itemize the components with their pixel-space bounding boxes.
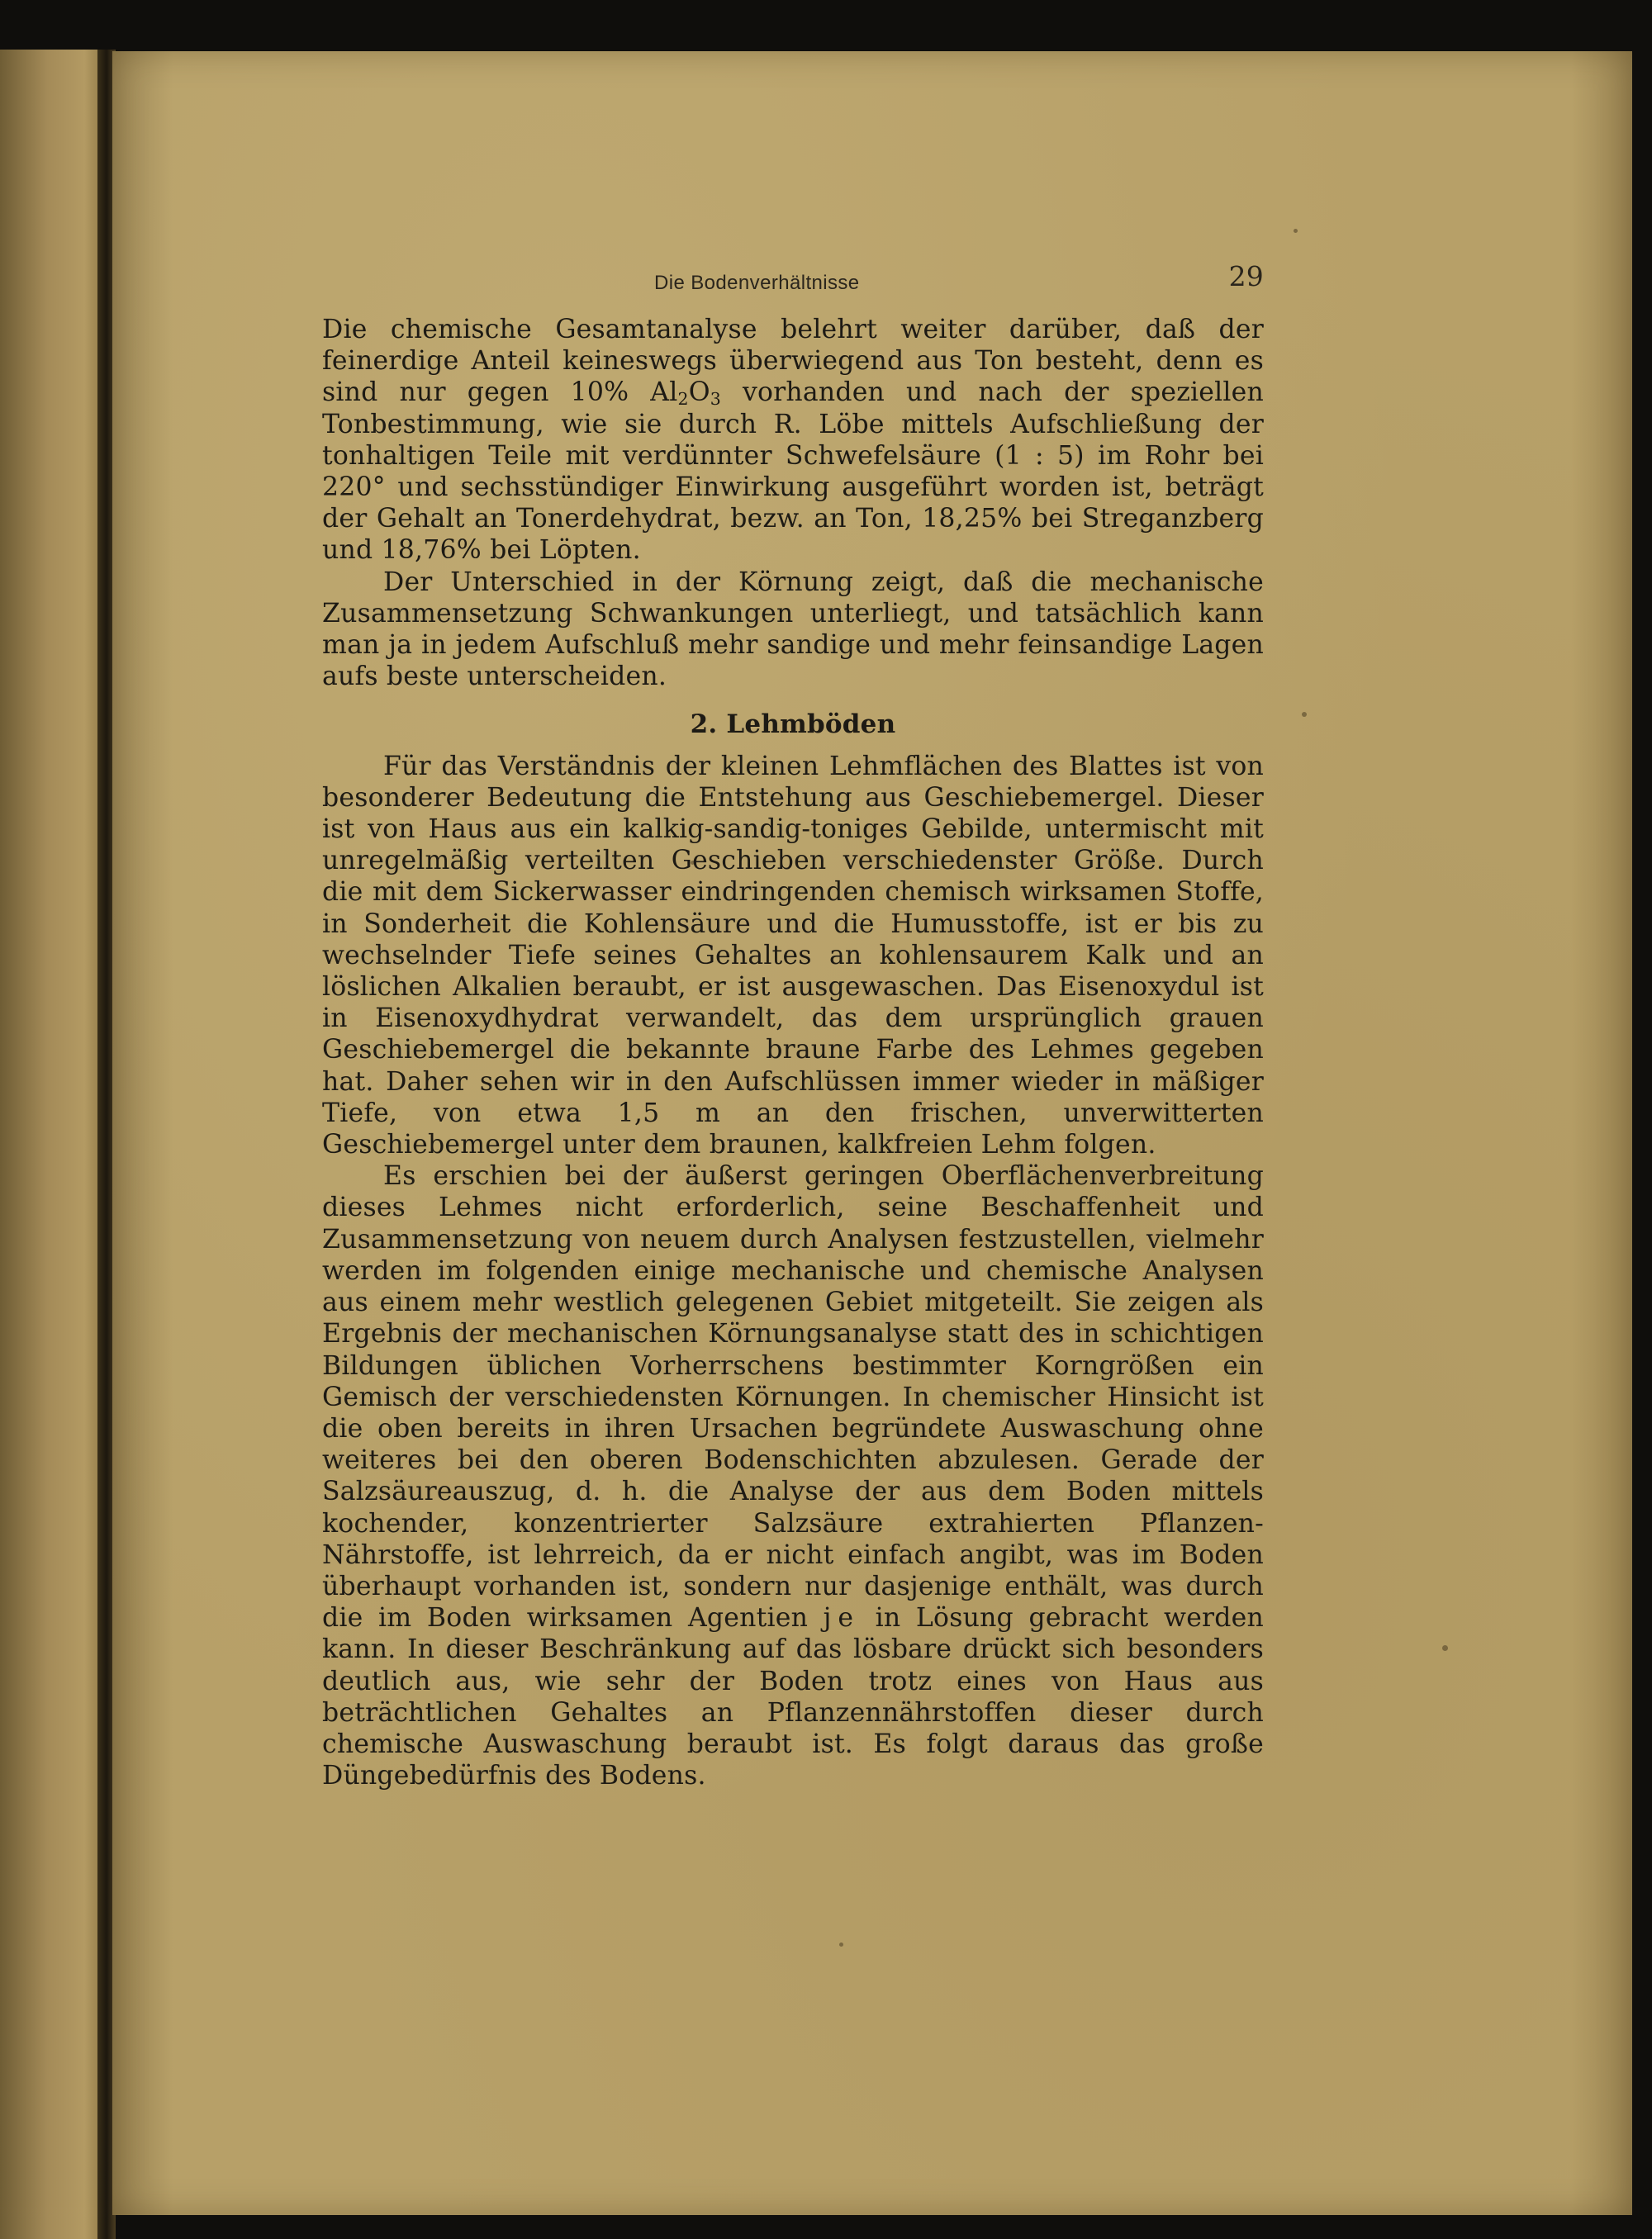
- paragraph-1-text-b: O: [688, 377, 710, 408]
- paragraph-4-text-a: Es erschien bei der äußerst geringen Oberflächenverbreitung dieses Lehmes nicht erforderlich, seine Beschaffenheit und Zusammensetzung von neuem durch Analysen festzustellen, vielmehr werden im folgenden einige mechanische und chemische Analysen aus einem mehr westlich gelegenen Gebiet mitgeteilt. Sie zeigen als Ergebnis der mechanischen Körnungsanalyse statt des in schichtigen Bildungen üblichen Vorherrschens bestimmter Korngrößen ein Gemisch der verschiedensten Körnungen. In chemischer Hinsicht ist die oben bereits in ihren Ursachen begründete Auswaschung ohne weiteres bei den oberen Bodenschichten abzulesen. Gerade der Salzsäureauszug, d. h. die Analyse der aus dem Boden mittels kochender, konzentrierter Salzsäure extrahierten Pflanzen-Nährstoffe, ist lehrreich, da er nicht einfach angibt, was im Boden überhaupt vorhanden ist, sondern nur dasjenige enthält, was durch die im Boden wirksamen Agentien: [322, 1161, 1264, 1634]
- paragraph-3: Für das Verständnis der kleinen Lehmflächen des Blattes ist von besonderer Bedeutung die Entstehung aus Geschiebemergel. Dieser ist von Haus aus ein kalkig-sandig-toniges Gebilde, untermischt mit unregelmäßig verteilten Geschieben verschiedenster Größe. Durch die mit dem Sickerwasser eindringenden chemisch wirksamen Stoffe, in Sonderheit die Kohlensäure und die Humusstoffe, ist er bis zu wechselnder Tiefe seines Gehaltes an kohlensaurem Kalk und an löslichen Alkalien beraubt, er ist ausgewaschen. Das Eisenoxydul ist in Eisenoxydhydrat verwandelt, das dem ursprünglich grauen Geschiebemergel die bekannte braune Farbe des Lehmes gegeben hat. Daher sehen wir in den Aufschlüssen immer wieder in mäßiger Tiefe, von etwa 1,5 m an den frischen, unverwitterten Geschiebemergel unter dem braunen, kalkfreien Lehm folgen.: [322, 751, 1264, 1160]
- page-number: 29: [1228, 260, 1264, 292]
- paper-speck: [1442, 1645, 1448, 1651]
- paragraph-1: [322, 314, 1264, 567]
- paragraph-1-text-c: vorhanden und nach der speziellen Tonbestimmung, wie sie durch R. Löbe mittels Aufschließung der tonhaltigen Teile mit verdünnter Schwefelsäure (1 : 5) im Rohr bei 220° und sechsstündiger Einwirkung ausgeführt worden ist, beträgt der Gehalt an Tonerdehydrat, bezw. an Ton, 18,25% bei Streganzberg und 18,76% bei Löpten.: [322, 377, 1265, 566]
- paper-speck: [1294, 229, 1298, 233]
- paper-speck: [1302, 712, 1307, 717]
- spaced-emphasis: je: [823, 1603, 861, 1634]
- paper-speck: [839, 1943, 843, 1947]
- paragraph-4: [322, 1160, 1264, 1791]
- running-header: [322, 260, 1264, 314]
- page-text-column: [322, 260, 1265, 1791]
- paragraph-2: Der Unterschied in der Körnung zeigt, daß die mechanische Zusammensetzung Schwankungen unterliegt, und tatsächlich kann man ja in jedem Aufschluß mehr sandige und mehr feinsandige Lagen aufs beste unterscheiden.: [322, 567, 1264, 692]
- paragraph-1-text-a: Die chemische Gesamtanalyse belehrt weiter darüber, daß der feinerdige Anteil keineswegs überwiegend aus Ton besteht, denn es sind nur gegen 10% Al: [322, 315, 1264, 408]
- section-heading: 2. Lehmböden: [690, 709, 896, 740]
- left-page-edge: [0, 50, 106, 2239]
- subscript-2: 2: [677, 389, 689, 410]
- subscript-3: 3: [710, 389, 721, 410]
- running-title: Die Bodenverhältnisse: [654, 272, 860, 294]
- paragraph-4-text-b: in Lösung gebracht werden kann. In dieser Beschränkung auf das lösbare drückt sich besonders deutlich aus, wie sehr der Boden trotz eines von Haus aus beträchtlichen Gehaltes an Pflanzennährstoffen dieser durch chemische Auswaschung beraubt ist. Es folgt daraus das große Düngebedürfnis des Bodens.: [322, 1603, 1264, 1791]
